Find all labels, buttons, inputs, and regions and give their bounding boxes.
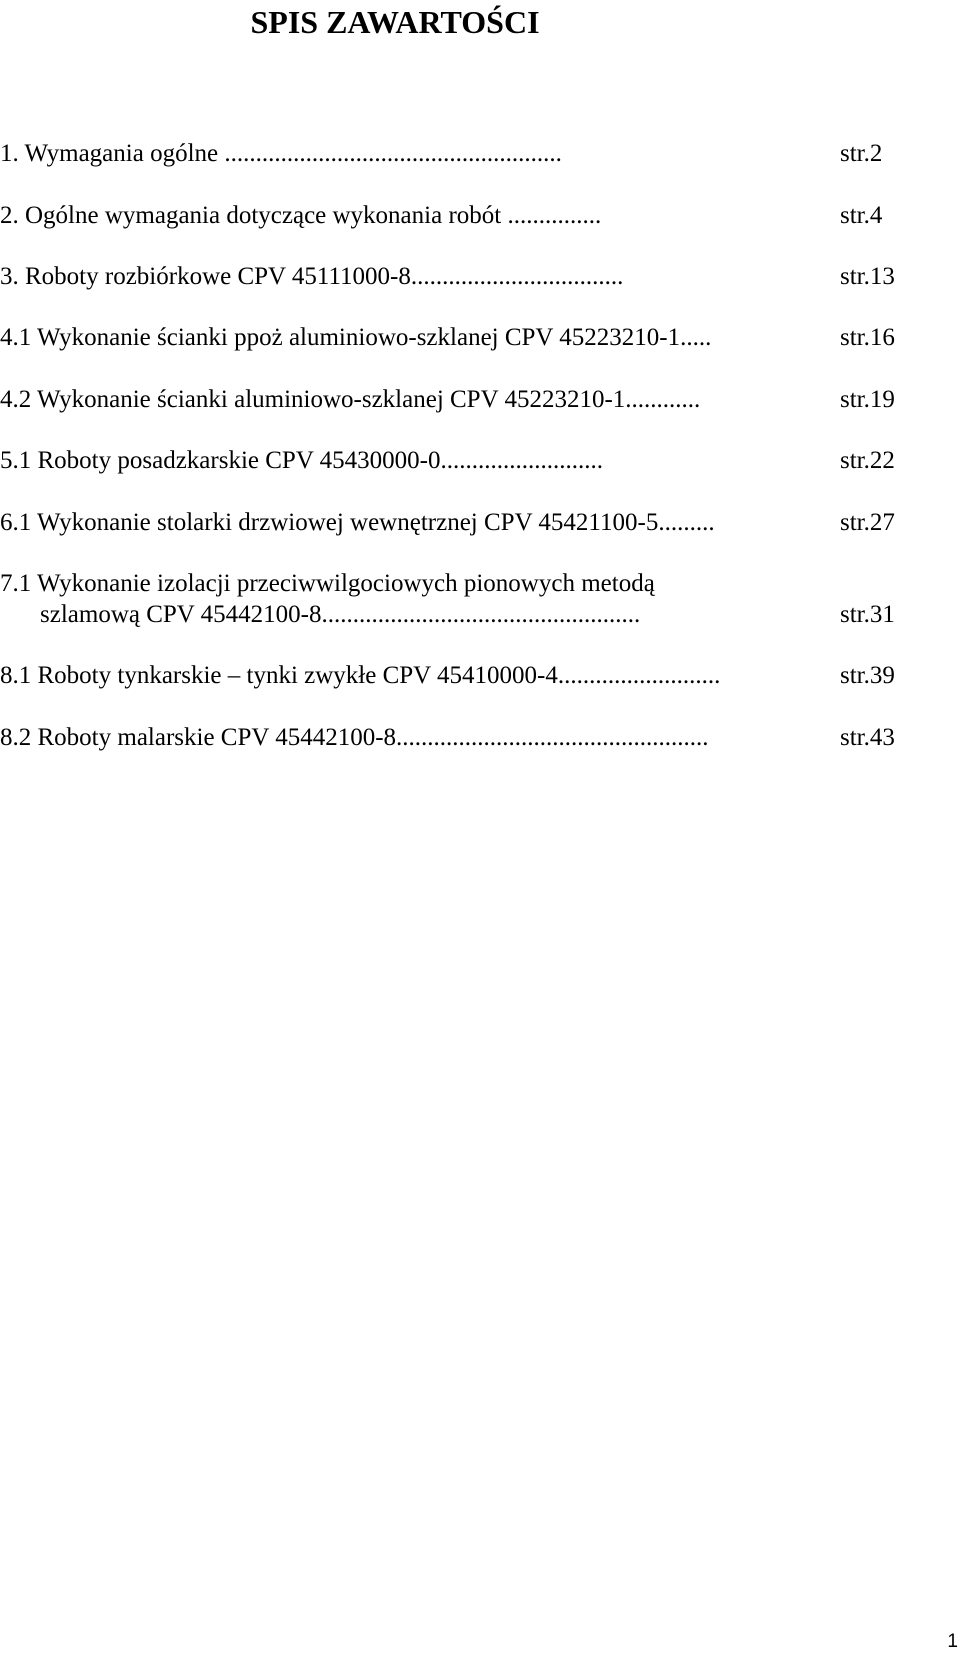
toc-entry-page: str.43 — [840, 724, 895, 751]
toc-entry-page: str.22 — [840, 447, 895, 474]
toc-entry-text-continued: szlamową CPV 45442100-8................................................... — [40, 601, 641, 628]
toc-entry-page: str.13 — [840, 263, 895, 290]
toc-entry-text: 5.1 Roboty posadzkarskie CPV 45430000-0.......................... — [0, 447, 603, 474]
toc-entry-page: str.4 — [840, 202, 883, 229]
toc-entry-page: str.31 — [840, 601, 895, 628]
toc-entry-text: 6.1 Wykonanie stolarki drzwiowej wewnętrznej CPV 45421100-5......... — [0, 509, 715, 536]
toc-entry-text: 8.2 Roboty malarskie CPV 45442100-8.................................................. — [0, 724, 709, 751]
toc-entry-page: str.16 — [840, 324, 895, 351]
document-title: SPIS ZAWARTOŚCI — [250, 4, 540, 40]
toc-entry-text: 7.1 Wykonanie izolacji przeciwwilgociowych pionowych metodą — [0, 570, 655, 597]
toc-entry-text: 4.2 Wykonanie ścianki aluminiowo-szklanej CPV 45223210-1............ — [0, 386, 701, 413]
toc-entry-page: str.39 — [840, 662, 895, 689]
toc-entry-text: 1. Wymagania ogólne ...................................................... — [0, 140, 562, 167]
page-number: 1 — [947, 1631, 958, 1652]
toc-entry-page: str.2 — [840, 140, 883, 167]
toc-entry-text: 4.1 Wykonanie ścianki ppoż aluminiowo-szklanej CPV 45223210-1..... — [0, 324, 712, 351]
toc-entry-text: 3. Roboty rozbiórkowe CPV 45111000-8.................................. — [0, 263, 624, 290]
toc-entry-page: str.19 — [840, 386, 895, 413]
toc-entry-text: 8.1 Roboty tynkarskie – tynki zwykłe CPV 45410000-4.......................... — [0, 662, 721, 689]
toc-entry-page: str.27 — [840, 509, 895, 536]
toc-entry-text: 2. Ogólne wymagania dotyczące wykonania robót ............... — [0, 202, 602, 229]
